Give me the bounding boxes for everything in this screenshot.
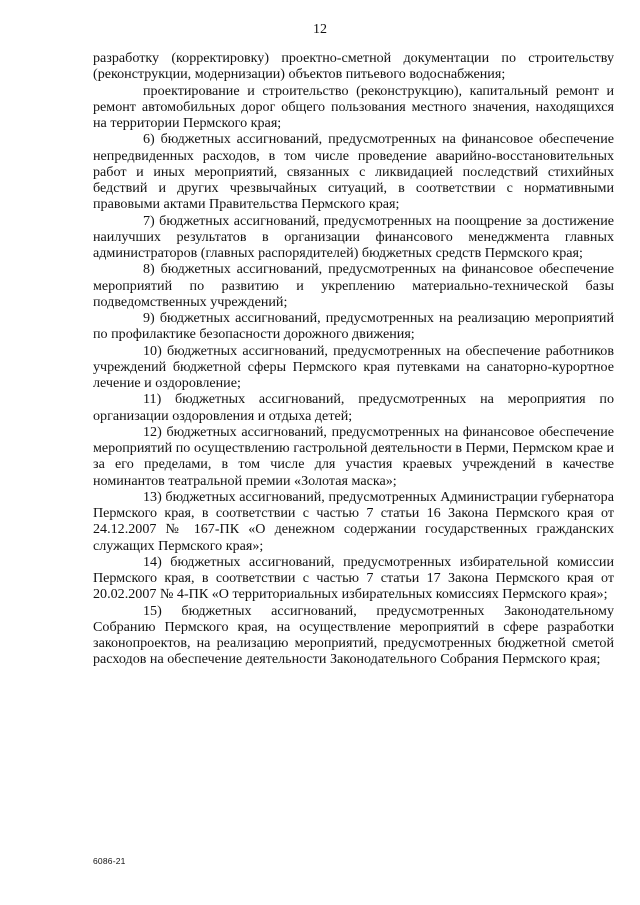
document-body (93, 50, 614, 668)
paragraph-9: 12) бюджетных ассигнований, предусмотренных на финансовое обеспечение мероприятий по осуществлению гастрольной деятельности в Перми, Пермском крае и за его пределами, в том числе для участия краевых учреждений в качестве номинантов театральной премии «Золотая маска»; (93, 423, 614, 489)
paragraph-4: 7) бюджетных ассигнований, предусмотренных на поощрение за достижение наилучших результатов в организации финансового менеджмента главных администраторов (главных распорядителей) бюджетных средств Пермского края; (93, 212, 614, 261)
paragraph-1: разработку (корректировку) проектно-сметной документации по строительству (реконструкции, модернизации) объектов питьевого водоснабжения; (93, 50, 614, 83)
paragraph-5: 8) бюджетных ассигнований, предусмотренных на финансовое обеспечение мероприятий по развитию и укреплению материально-технической базы подведомственных учреждений; (93, 261, 614, 310)
page-number: 12 (313, 22, 327, 37)
paragraph-3: 6) бюджетных ассигнований, предусмотренных на финансовое обеспечение непредвиденных расходов, в том числе проведение аварийно-восстановительных работ и иных мероприятий, связанных с ликвидацией последствий стихийных бедствий и других чрезвычайных ситуаций, в соответствии с нормативными правовыми актами Правительства Пермского края; (93, 131, 614, 213)
paragraph-2: проектирование и строительство (реконструкцию), капитальный ремонт и ремонт автомобильных дорог общего пользования местного значения, находящихся на территории Пермского края; (93, 82, 614, 131)
paragraph-10: 13) бюджетных ассигнований, предусмотренных Администрации губернатора Пермского края, в соответствии с частью 7 статьи 16 Закона Пермского края от 24.12.2007 № 167-ПК «О денежном содержании государственных гражданских служащих Пермского края»; (93, 488, 614, 554)
paragraph-8: 11) бюджетных ассигнований, предусмотренных на мероприятия по организации оздоровления и отдыха детей; (93, 391, 614, 424)
paragraph-11: 14) бюджетных ассигнований, предусмотренных избирательной комиссии Пермского края, в соответствии с частью 7 статьи 17 Закона Пермского края от 20.02.2007 № 4-ПК «О территориальных избирательных комиссиях Пермского края»; (93, 553, 614, 603)
paragraph-7: 10) бюджетных ассигнований, предусмотренных на обеспечение работников учреждений бюджетной сферы Пермского края путевками на санаторно-курортное лечение и оздоровление; (93, 342, 614, 391)
paragraph-6: 9) бюджетных ассигнований, предусмотренных на реализацию мероприятий по профилактике безопасности дорожного движения; (93, 310, 614, 343)
document-code: 6086-21 (93, 856, 126, 866)
paragraph-12: 15) бюджетных ассигнований, предусмотренных Законодательному Собранию Пермского края, на осуществление мероприятий в сфере разработки законопроектов, на реализацию мероприятий, предусмотренных бюджетной сметой расходов на обеспечение деятельности Законодательного Собрания Пермского края; (93, 602, 614, 668)
